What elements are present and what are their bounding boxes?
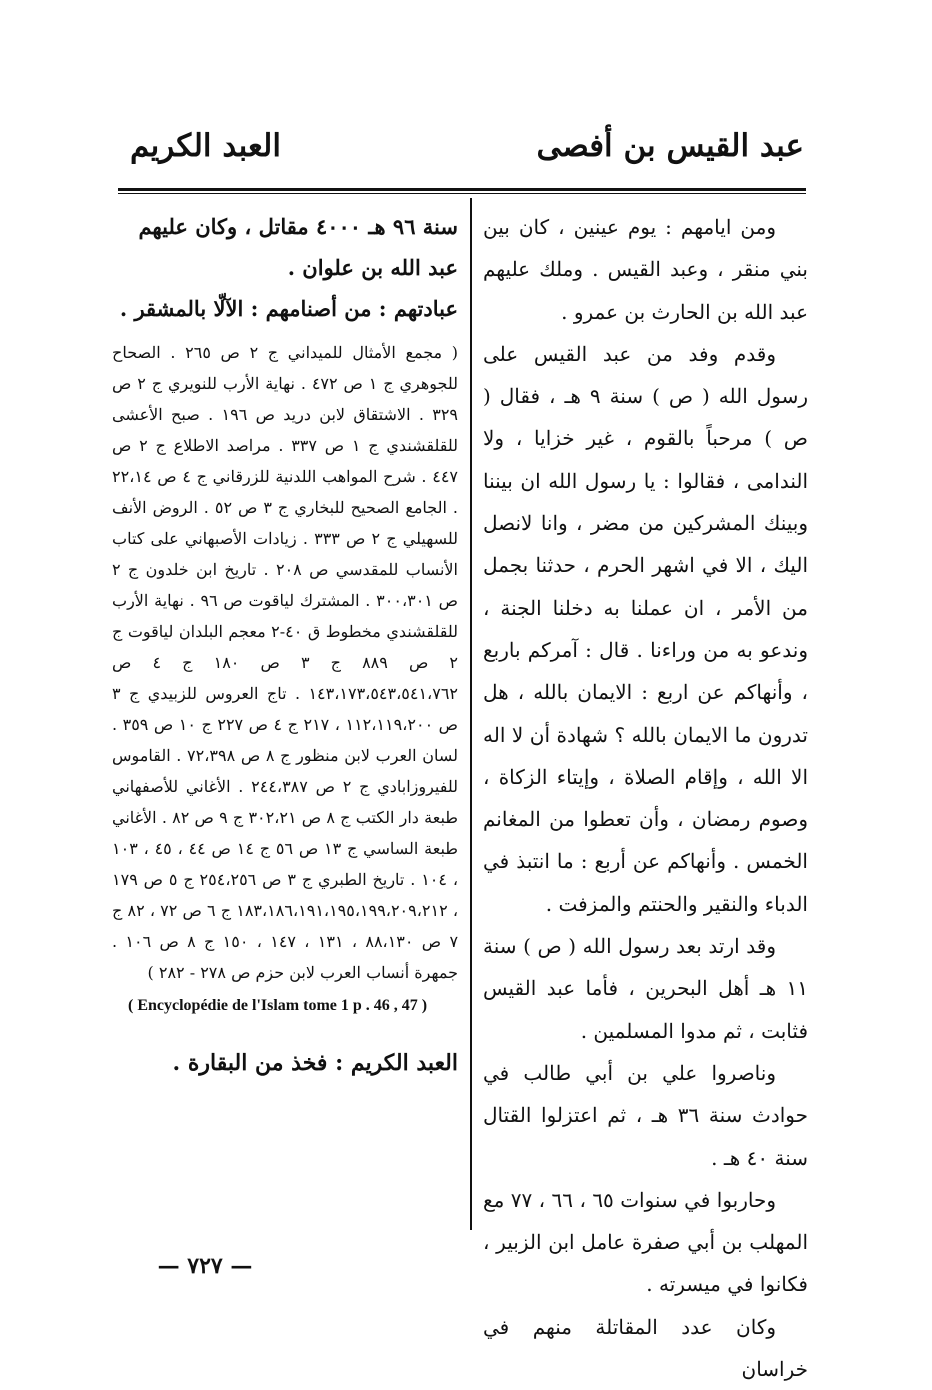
- column-divider: [470, 198, 472, 1230]
- worship-line: عبادتهم : من أصنامهم : الآلّا بالمشقر .: [119, 296, 458, 321]
- paragraph: وحاربوا في سنوات ٦٥ ، ٦٦ ، ٧٧ مع المهلب بن أبي صفرة عامل ابن الزبير ، فكانوا في ميسرته .: [483, 1187, 808, 1297]
- paragraph: وقدم وفد من عبد القيس على رسول الله ( ص ) سنة ٩ هـ ، فقال ( ص ) مرحباً بالقوم ، غير خزايا ، ولا الندامى ، فقالوا : يا رسول الله ان بيننا وبينك المشركين من مضر ، وانا لانصل اليك ، الا في اشهر الحرم ، حدثنا بجمل من الأمر ، ان عملنا به دخلنا الجنة ، وندعو به من وراءنا . قال : آمركم باربع ، وأنهاكم عن اربع : الايمان بالله ، هل تدرون ما الايمان بالله ؟ شهادة أن لا اله الا الله ، وإقام الصلاة ، وإيتاء الزكاة ، وصوم رمضان ، وأن تعطوا من المغانم الخمس . وأنهاكم عن أربع : ما انتبذ في الدباء والنقير والحنتم والمزفت .: [483, 341, 809, 916]
- running-header-left: العبد الكريم: [130, 128, 281, 164]
- next-entry-heading: العبد الكريم : فخذ من البقارة .: [172, 1050, 458, 1076]
- french-reference: ( Encyclopédie de l'Islam tome 1 p . 46 , 47 ): [128, 997, 428, 1014]
- header-rule: [118, 188, 806, 191]
- paragraph: ومن ايامهم : يوم عينين ، كان بين بني منقر ، وعبد القيس . وملك عليهم عبد الله بن الحارث بن عمرو .: [483, 215, 808, 324]
- paragraph: وكان عدد المقاتلة منهم في خراسان: [483, 1314, 808, 1382]
- left-column: [112, 206, 458, 1081]
- header-rule-thin: [118, 193, 806, 194]
- paragraph: وقد ارتد بعد رسول الله ( ص ) سنة ١١ هـ أهل البحرين ، فأما عبد القيس فثابت ، ثم مدوا المسلمين .: [483, 934, 808, 1043]
- running-header-right: عبد القيس بن أفصى: [536, 128, 804, 164]
- paragraph: وناصروا علي بن أبي طالب في حوادث سنة ٣٦ هـ ، ثم اعتزلوا القتال سنة ٤٠ هـ .: [483, 1060, 808, 1170]
- continuation-text: سنة ٩٦ هـ ٤٠٠٠ مقاتل ، وكان عليهم عبد الله بن علوان .: [138, 214, 458, 280]
- references-note: ( مجمع الأمثال للميداني ج ٢ ص ٢٦٥ . الصحاح للجوهري ج ١ ص ٤٧٢ . نهاية الأرب للنويري ج ٢ ص ٣٢٩ . الاشتقاق لابن دريد ص ١٩٦ . صبح الأعشى للقلقشندي ج ١ ص ٣٣٧ . مراصد الاطلاع ج ٢ ص ٤٤٧ . شرح المواهب اللدنية للزرقاني ج ٤ ص ٢٢،١٤ . الجامع الصحيح للبخاري ج ٣ ص ٥٢ . الروض الأنف للسهيلي ج ٢ ص ٣٣٣ . زيادات الأصبهاني على كتاب الأنساب للمقدسي ص ٢٠٨ . تاريخ ابن خلدون ج ٢ ص ٣٠٠،٣٠١ . المشترك لياقوت ص ٩٦ . نهاية الأرب للقلقشندي مخطوط ق ٤٠-٢ معجم البلدان لياقوت ج ٢ ص ٨٨٩ ج ٣ ص ١٨٠ ج ٤ ص ١٤٣،١٧٣،٥٤٣،٥٤١،٧٦٢ . تاج العروس للزبيدي ج ٣ ص ١١٢،١١٩،٢٠٠ ، ٢١٧ ج ٤ ص ٢٢٧ ج ١٠ ص ٣٥٩ . لسان العرب لابن منظور ج ٨ ص ٧٢،٣٩٨ . القاموس للفيروزابادي ج ٢ ص ٢٤٤،٣٨٧ . الأغاني للأصفهاني طبعة دار الكتب ج ٨ ص ٣٠٢،٢١ ج ٩ ص ٨٢ . الأغاني طبعة الساسي ج ١٣ ص ٥٦ ج ١٤ ص ٤٤ ، ٤٥ ، ١٠٣ ، ١٠٤ . تاريخ الطبري ج ٣ ص ٢٥٤،٢٥٦ ج ٥ ص ١٧٩ ، ١٨٣،١٨٦،١٩١،١٩٥،١٩٩،٢٠٩،٢١٢ ج ٦ ص ٧٢ ، ٨٢ ج ٧ ص ٨٨،١٣٠ ، ١٣١ ، ١٤٧ ، ١٥٠ ج ٨ ص ١٠٦ . جمهرة أنساب العرب لابن حزم ص ٢٧٨ - ٢٨٢ ): [112, 343, 459, 982]
- right-column: [483, 206, 808, 1390]
- page-number: — ٧٢٧ —: [157, 1253, 253, 1279]
